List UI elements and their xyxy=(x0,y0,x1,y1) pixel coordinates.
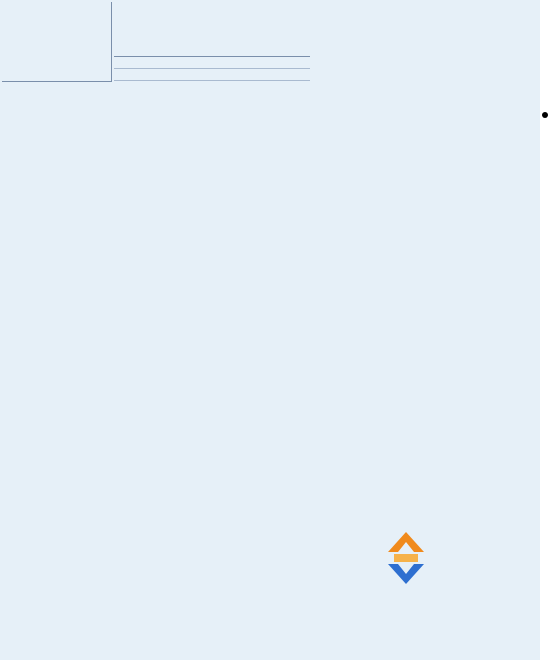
bullet-icon xyxy=(542,112,548,118)
spec-header xyxy=(2,2,112,82)
model-row xyxy=(114,57,310,69)
model-list xyxy=(114,56,310,80)
model-row xyxy=(114,69,310,81)
ize-logo-icon xyxy=(386,530,426,586)
page-edge xyxy=(540,0,554,660)
